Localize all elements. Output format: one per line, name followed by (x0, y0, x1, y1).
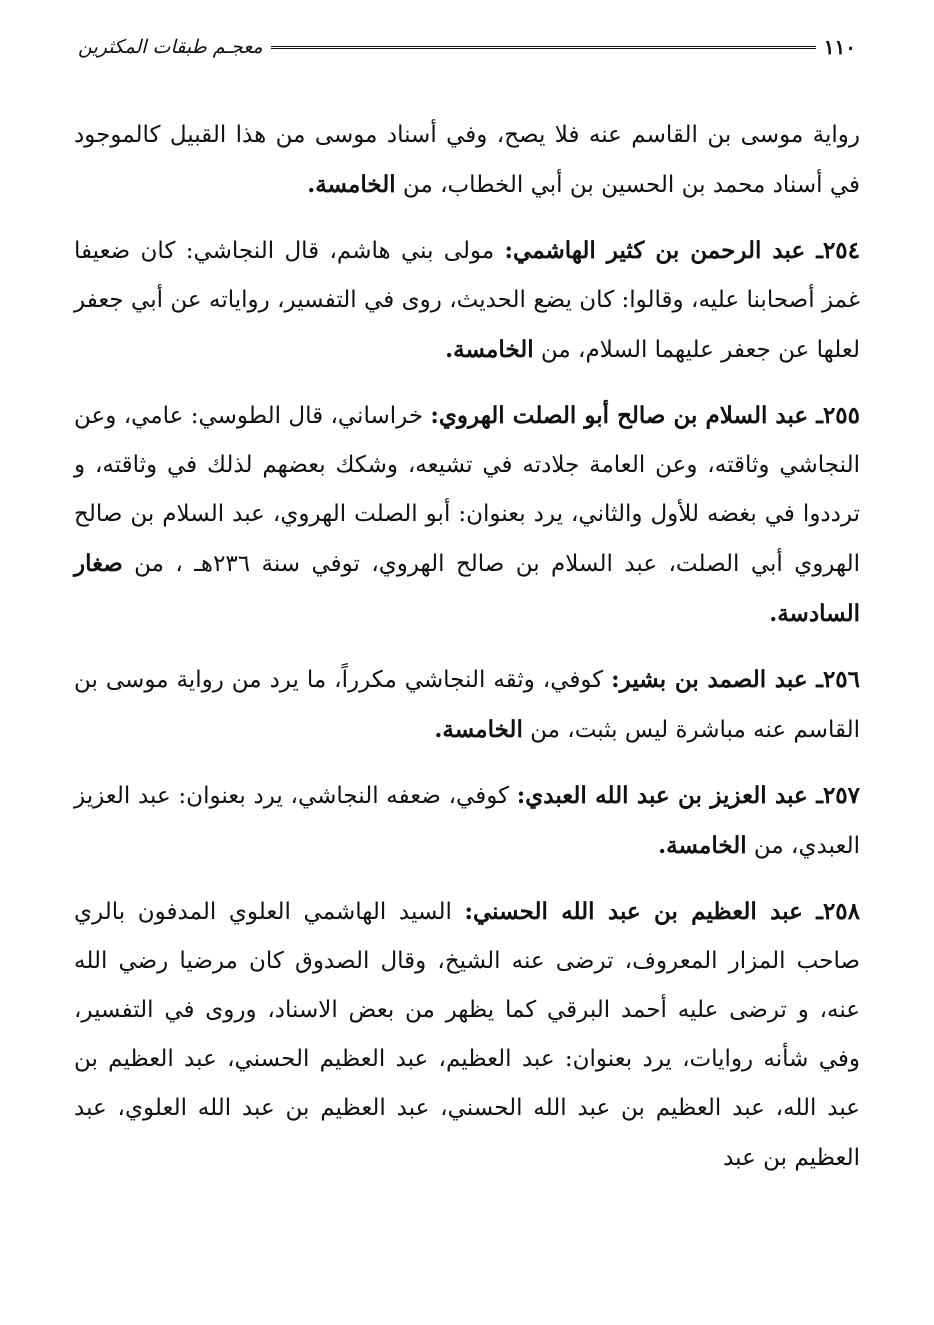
entry-257 (74, 771, 860, 871)
entry-heading: ٢٥٤ـ عبد الرحمن بن كثير الهاشمي: (504, 237, 860, 264)
entry-text: السيد الهاشمي العلوي المدفون بالري صاحب المزار المعروف، ترضى عنه الشيخ، وقال الصدوق كان مرضيا رضي الله عنه، و ترضى عليه أحمد البرقي كما يظهر من بعض الاسناد، وروى في التفسير، وفي شأنه روايات، يرد بعنوان: عبد العظيم، عبد العظيم الحسني، عبد العظيم بن عبد الله، عبد العظيم بن عبد الله الحسني، عبد العظيم بن عبد الله العلوي، عبد العظيم بن عبد (74, 899, 860, 1171)
body-text (74, 110, 860, 1199)
entry-tabaqa: الخامسة. (658, 832, 747, 859)
entry-tabaqa: الخامسة. (445, 336, 534, 363)
entry-255 (74, 391, 860, 639)
entry-text: خراساني، قال الطوسي: عامي، وعن النجاشي وثاقته، وعن العامة جلادته في تشيعه، وشكك بعضهم لذلك في وثاقته، و ترددوا في بغضه للأول والثاني، يرد بعنوان: أبو الصلت الهروي، عبد السلام بن صالح الهروي أبي الصلت، عبد السلام بن صالح الهروي، توفي سنة ٢٣٦هـ ، من (74, 403, 860, 577)
page-number: ١١٠ (823, 35, 856, 59)
running-header (78, 32, 856, 62)
entry-heading: ٢٥٧ـ عبد العزيز بن عبد الله العبدي: (516, 782, 860, 809)
entry-258 (74, 887, 860, 1183)
entry-tabaqa: الخامسة. (434, 716, 523, 743)
entry-heading: ٢٥٦ـ عبد الصمد بن بشير: (611, 666, 861, 693)
header-rule (271, 46, 816, 49)
entry-heading: ٢٥٥ـ عبد السلام بن صالح أبو الصلت الهروي: (430, 402, 861, 429)
entry-254 (74, 226, 860, 375)
entry-256 (74, 655, 860, 755)
entry-heading: ٢٥٨ـ عبد العظيم بن عبد الله الحسني: (464, 898, 860, 925)
entry-text: كوفي، ضعفه النجاشي، يرد بعنوان: عبد العزيز العبدي، من (74, 783, 860, 859)
entry-text: مولى بني هاشم، قال النجاشي: كان ضعيفا غمز أصحابنا عليه، وقالوا: كان يضع الحديث، روى في التفسير، رواياته عن أبي جعفر لعلها عن جعفر عليهما السلام، من (74, 238, 860, 363)
book-title: معجـم طبقات المكثرين (78, 36, 263, 58)
entry-text: رواية موسى بن القاسم عنه فلا يصح، وفي أسناد موسى من هذا القبيل كالموجود في أسناد محمد بن الحسين بن أبي الخطاب، من (74, 122, 860, 198)
entry-tabaqa: الخامسة. (307, 171, 396, 198)
paragraph-continuation (74, 110, 860, 210)
entry-tabaqa: صغار السادسة. (74, 550, 860, 627)
entry-text: كوفي، وثقه النجاشي مكرراً، ما يرد من رواية موسى بن القاسم عنه مباشرة ليس بثبت، من (74, 667, 860, 743)
